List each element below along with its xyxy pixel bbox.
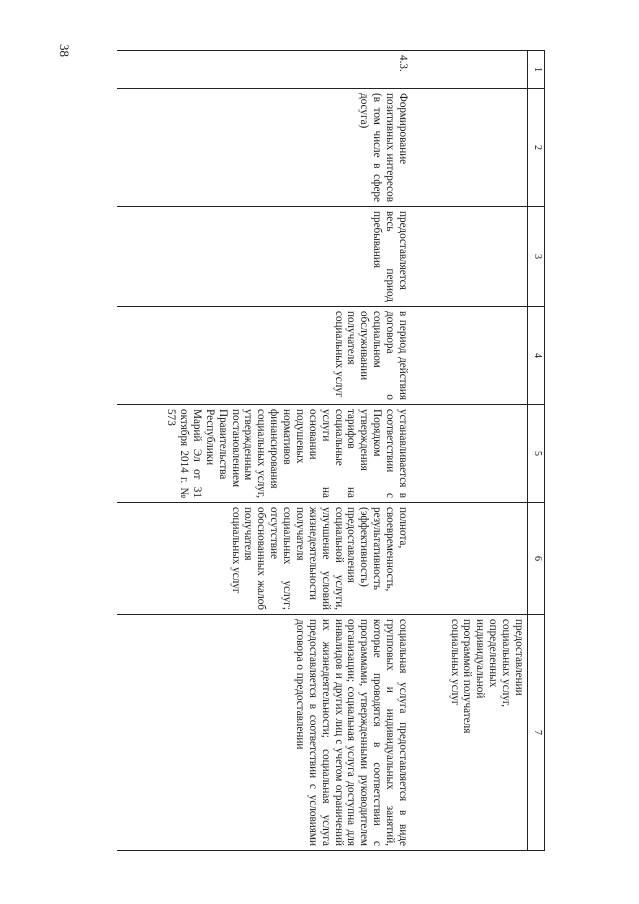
service-conditions: социальная услуга предоставляется в виде групповых и индивидуальных занятий, которые проводятся в соответствии с программами, утвержденными руководителем организации; социальная услуга доступна для инвалидов и других лиц с учетом ограничений их жизнедеятельности; социальная услуга предоставляется в соответствии с условиями договора о предоставлении (117, 615, 413, 851)
column-number-header (528, 51, 545, 851)
col-header-5: 5 (528, 405, 545, 503)
page-number: 38 (57, 44, 72, 57)
cont-line: социальных услуг (448, 619, 461, 706)
cont-cell-7 (413, 615, 528, 851)
service-tariff: устанавливается в соответствии с Порядком утверждения тарифов на социальные услуги на основании подушевых нормативов финансирования социальных услуг, утвержденным постановлением Правительства Республики Марий Эл от 31 октября 2014 г. № 573 (117, 405, 413, 503)
table-row-continuation (413, 51, 528, 851)
cont-line: программой получателя (461, 619, 474, 734)
col-header-2: 2 (528, 89, 545, 207)
cont-line: индивидуальной (474, 619, 487, 699)
col-header-1: 1 (528, 51, 545, 89)
row-number: 4.3. (117, 51, 413, 89)
col-header-7: 7 (528, 615, 545, 851)
col-header-3: 3 (528, 207, 545, 307)
cont-line: социальных услуг, (500, 619, 513, 708)
service-volume: предоставляется весь период пребывания (117, 207, 413, 307)
cont-line: предоставлении (513, 619, 525, 696)
service-name: Формирование позитивных интересов (в том числе в сфере досуга) (117, 89, 413, 207)
cont-cell-5 (413, 405, 528, 503)
service-period: в период действия договора о социальном обслуживании получателя социальных услуг (117, 307, 413, 405)
cont-cell-2 (413, 89, 528, 207)
cont-cell-1 (413, 51, 528, 89)
cont-cell-4 (413, 307, 528, 405)
services-table (117, 50, 545, 851)
cont-line: определенных (487, 619, 500, 688)
col-header-4: 4 (528, 307, 545, 405)
table-row-4-3 (117, 51, 413, 851)
col-header-6: 6 (528, 503, 545, 615)
rotated-table-page (115, 50, 545, 850)
cont-cell-6 (413, 503, 528, 615)
quality-indicators: полнота, своевременность, результативность (эффективность) предоставления социальной услуги, улучшение условий жизнедеятельности получателя социальных услуг; отсутствие обоснованных жалоб получателя социальных услуг (117, 503, 413, 615)
cont-cell-3 (413, 207, 528, 307)
